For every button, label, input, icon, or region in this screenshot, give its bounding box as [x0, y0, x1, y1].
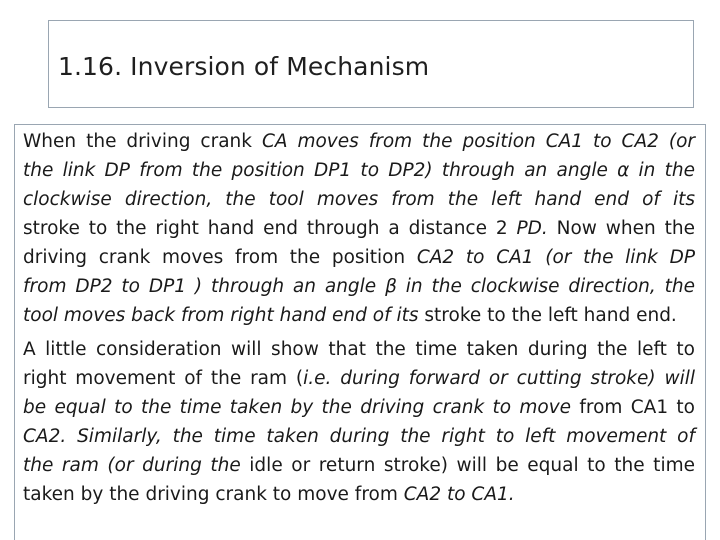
- text-line: [23, 301, 695, 330]
- italic-text-run: CA2. Similarly, the time taken during the right to left movement of: [23, 426, 695, 447]
- italic-text-run: PD.: [516, 218, 548, 239]
- italic-text-run: CA2 to CA1 (or the link DP: [416, 247, 695, 268]
- italic-text-run: CA moves from the position CA1 to CA2 (or: [261, 131, 695, 152]
- text-line: [23, 214, 695, 243]
- italic-text-run: from DP2 to DP1 ) through an angle β in the clockwise direction, the: [23, 276, 695, 297]
- text-run: Now when the: [547, 218, 695, 239]
- text-line: [23, 364, 695, 393]
- italic-text-run: the ram (or during the: [23, 455, 241, 476]
- italic-text-run: i.e. during forward or cutting stroke) will: [303, 368, 695, 389]
- text-run: driving crank moves from the position: [23, 247, 417, 268]
- slide-title-box: [48, 20, 694, 108]
- text-run: stroke to the right hand end through a distance 2: [23, 218, 517, 239]
- text-line: [23, 156, 695, 185]
- text-run: from CA1 to: [571, 397, 695, 418]
- italic-text-run: tool moves back from right hand end of its: [23, 305, 419, 326]
- text-run: right movement of the ram (: [23, 368, 304, 389]
- text-line: [23, 127, 695, 156]
- italic-text-run: clockwise direction, the tool moves from the left hand end of its: [23, 189, 695, 210]
- paragraph-time-consideration: [23, 335, 695, 509]
- text-run: taken by the driving crank to move from: [23, 484, 404, 505]
- text-line: [23, 272, 695, 301]
- text-run: idle or return stroke) will be equal to the time: [240, 455, 695, 476]
- text-line: [23, 422, 695, 451]
- italic-text-run: CA2 to CA1.: [403, 484, 515, 505]
- text-run: A little consideration will show that the time taken during the left to: [23, 339, 695, 360]
- text-line: [23, 451, 695, 480]
- text-line: [23, 393, 695, 422]
- text-run: When the driving crank: [23, 131, 262, 152]
- text-line: [23, 185, 695, 214]
- italic-text-run: be equal to the time taken by the driving crank to move: [23, 397, 572, 418]
- text-run: stroke to the left hand end.: [418, 305, 677, 326]
- text-line: [23, 335, 695, 364]
- paragraph-inversion-description: [23, 127, 695, 330]
- text-line: [23, 243, 695, 272]
- text-line: [23, 480, 695, 509]
- slide-title: 1.16. Inversion of Mechanism: [58, 52, 430, 81]
- italic-text-run: the link DP from the position DP1 to DP2) through an angle α in the: [23, 160, 695, 181]
- slide-content-box: [14, 124, 706, 540]
